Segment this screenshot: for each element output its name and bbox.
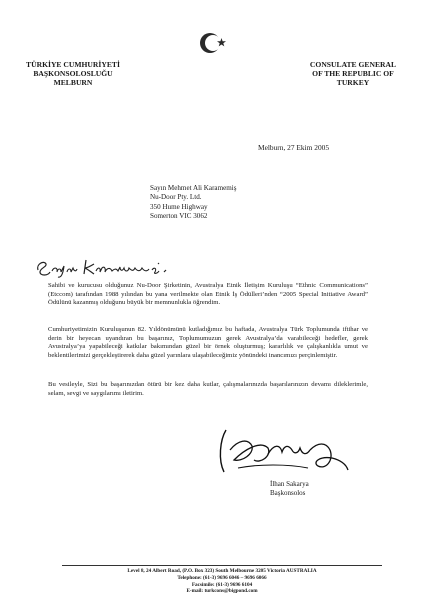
signer-name: İlhan Sakarya [270,480,309,488]
recipient-city: Somerton VIC 3062 [150,211,208,220]
footer-facsimile: Facsimile: (61-3) 9696 6104 [191,581,253,588]
footer-email: E-mail: turkcons@bigpond.com [186,588,258,595]
letterhead-english [300,60,406,87]
letterhead-en-line-1: CONSULATE GENERAL [309,60,397,69]
handwritten-salutation [34,256,194,278]
signer-title: Başkonsolos [270,489,306,497]
letterhead-tr-line-2: BAŞKONSOLOSLUĞU [33,69,113,78]
letterhead-turkish [20,60,126,87]
footer-divider [62,565,382,566]
recipient-name: Sayın Mehmet Ali Karamemiş [150,184,237,192]
letter-date: Melburn, 27 Ekim 2005 [258,143,330,152]
recipient-company: Nu-Door Pty. Ltd. [150,193,202,202]
letterhead-en-line-2: OF THE REPUBLIC OF [312,69,394,78]
signer-block [270,480,309,498]
letter-paragraph-3: Bu vesileyle, Sizi bu başarınızdan ötürü bir kez daha kutlar, çalışmalarınızda başarılarınızın devamı dileklerimle, selam, sevgi ve saygılarımı iletirim. [48,381,368,397]
recipient-address [150,184,237,221]
letter-footer [62,568,382,595]
footer-address: Level 8, 24 Albert Road, (P.O. Box 323) South Melbourne 3205 Victoria AUSTRALIA [127,568,317,574]
recipient-street: 350 Hume Highway [150,202,208,211]
crescent-star-emblem-icon [196,28,232,58]
letter-paragraph-1: Sahibi ve kurucusu olduğunuz Nu-Door Şirketinin, Avustralya Etnik İletişim Kuruluşu “Ethnic Communications” (Etccom) tarafından 1988 yılından bu yana verilmekte olan Etnik İş Ödülleri’nden “2005 Special Initiative Award” Ödülünü kazanmış olduğunu büyük bir memnunlukla öğrendim. [48,282,368,307]
footer-telephone: Telephone: (61-3) 9696 6046 – 9696 6066 [177,574,267,581]
handwritten-signature [208,420,358,482]
letter-paragraph-2: Cumhuriyetimizin Kuruluşunun 82. Yıldönümünü kutladığımız bu haftada, Avustralya Türk Toplumunda iftihar ve derin bir heyecan uyandıran bu başarınız, Toplumumuzun gerek Avustralya’da varabileceği hedefler, gerek Avustralya’ya yapabileceği katkılar bakımından güzel bir örnek oluşturmuş; kararlılık ve çalışkanlıkla umut ve beklentilerimizi gerçekleştirerek daha güzel yarınlara ulaşabileceğimiz yönündeki inancımızı perçinlemiştir. [48,326,368,359]
letterhead-en-line-3: TURKEY [336,78,370,87]
letterhead-tr-line-3: MELBURN [53,78,93,87]
letterhead-tr-line-1: TÜRKİYE CUMHURİYETİ [26,60,120,69]
